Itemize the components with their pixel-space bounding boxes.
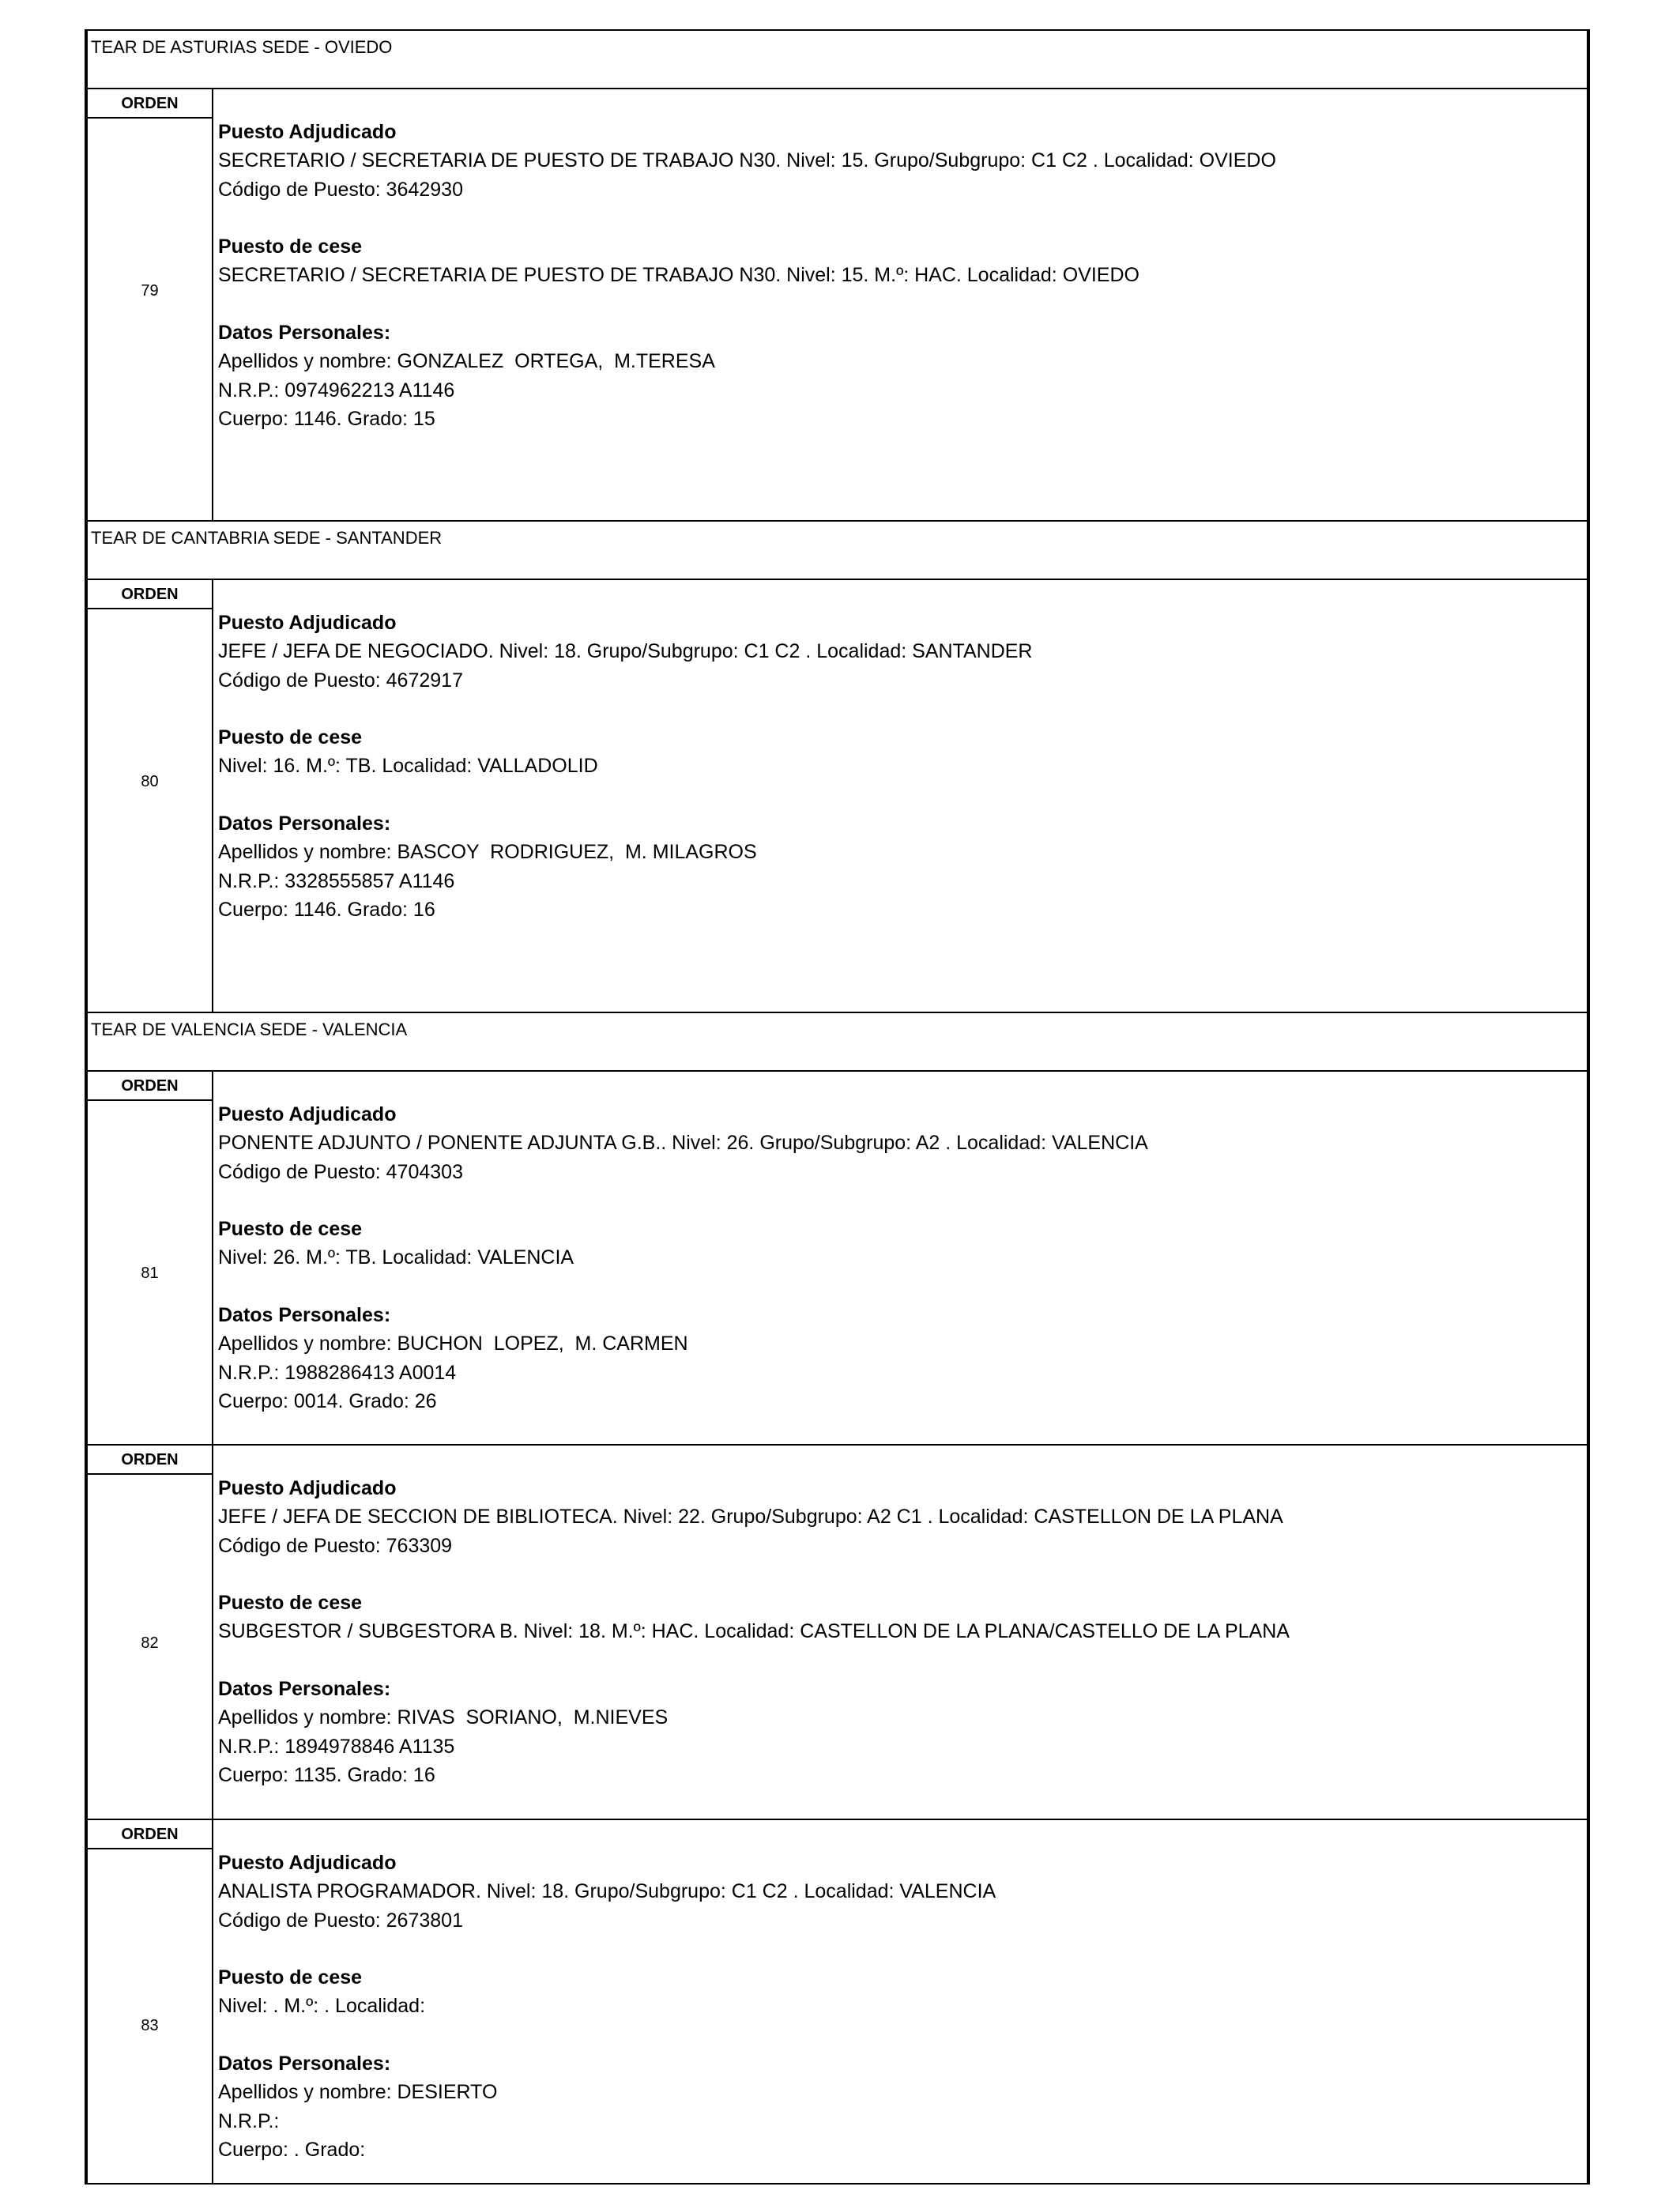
datos-personales-heading: Datos Personales: bbox=[218, 1304, 391, 1327]
document-table bbox=[85, 29, 1590, 2185]
puesto-adjudicado-desc: ANALISTA PROGRAMADOR. Nivel: 18. Grupo/Subgrupo: C1 C2 . Localidad: VALENCIA bbox=[218, 1880, 996, 1903]
orden-number: 81 bbox=[141, 1265, 159, 1282]
puesto-cese-desc: Nivel: 16. M.º: TB. Localidad: VALLADOLID bbox=[218, 755, 598, 778]
puesto-adjudicado-heading: Puesto Adjudicado bbox=[218, 1103, 397, 1125]
apellidos-nombre: Apellidos y nombre: GONZALEZ ORTEGA, M.TERESA bbox=[218, 350, 715, 373]
cuerpo-grado: Cuerpo: 1146. Grado: 16 bbox=[218, 898, 435, 921]
orden-column bbox=[88, 1820, 213, 2183]
region-title: TEAR DE ASTURIAS SEDE - OVIEDO bbox=[91, 37, 393, 57]
nrp: N.R.P.: 3328555857 A1146 bbox=[218, 869, 455, 892]
cuerpo-grado: Cuerpo: 1146. Grado: 15 bbox=[218, 407, 435, 430]
region-header-valencia bbox=[88, 1013, 1587, 1072]
region-header-cantabria bbox=[88, 522, 1587, 580]
orden-column bbox=[88, 580, 213, 1012]
entry-block-81 bbox=[88, 1072, 1587, 1446]
apellidos-nombre: Apellidos y nombre: DESIERTO bbox=[218, 2081, 498, 2104]
region-header-asturias bbox=[88, 31, 1587, 89]
puesto-adjudicado-desc: SECRETARIO / SECRETARIA DE PUESTO DE TRABAJO N30. Nivel: 15. Grupo/Subgrupo: C1 C2 . Localidad: OVIEDO bbox=[218, 149, 1276, 172]
entry-content bbox=[218, 118, 1579, 433]
region-title: TEAR DE VALENCIA SEDE - VALENCIA bbox=[91, 1020, 408, 1039]
puesto-adjudicado-heading: Puesto Adjudicado bbox=[218, 121, 397, 143]
puesto-adjudicado-heading: Puesto Adjudicado bbox=[218, 1477, 397, 1499]
puesto-cese-heading: Puesto de cese bbox=[218, 1218, 363, 1241]
entry-content bbox=[218, 1100, 1579, 1416]
puesto-adjudicado-desc: PONENTE ADJUNTO / PONENTE ADJUNTA G.B.. Nivel: 26. Grupo/Subgrupo: A2 . Localidad: VALENCIA bbox=[218, 1132, 1148, 1155]
datos-personales-heading: Datos Personales: bbox=[218, 2053, 391, 2075]
puesto-cese-desc: SUBGESTOR / SUBGESTORA B. Nivel: 18. M.º: HAC. Localidad: CASTELLON DE LA PLANA/CASTELLO DE LA PLANA bbox=[218, 1620, 1290, 1643]
nrp: N.R.P.: 0974962213 A1146 bbox=[218, 379, 455, 401]
orden-number: 83 bbox=[141, 2017, 159, 2034]
puesto-cese-desc: SECRETARIO / SECRETARIA DE PUESTO DE TRABAJO N30. Nivel: 15. M.º: HAC. Localidad: OVIEDO bbox=[218, 264, 1139, 287]
puesto-cese-heading: Puesto de cese bbox=[218, 1966, 363, 1989]
orden-number: 82 bbox=[141, 1634, 159, 1652]
entry-content bbox=[218, 1849, 1579, 2164]
puesto-cese-heading: Puesto de cese bbox=[218, 726, 363, 749]
orden-column bbox=[88, 89, 213, 520]
datos-personales-heading: Datos Personales: bbox=[218, 812, 391, 835]
entry-block-83 bbox=[88, 1820, 1587, 2183]
nrp: N.R.P.: bbox=[218, 2109, 280, 2132]
orden-column bbox=[88, 1446, 213, 1819]
orden-label: ORDEN bbox=[88, 1820, 212, 1849]
puesto-adjudicado-desc: JEFE / JEFA DE SECCION DE BIBLIOTECA. Nivel: 22. Grupo/Subgrupo: A2 C1 . Localidad: CASTELLON DE LA PLANA bbox=[218, 1506, 1283, 1529]
datos-personales-heading: Datos Personales: bbox=[218, 322, 391, 345]
orden-number: 80 bbox=[141, 773, 159, 790]
codigo-puesto: Código de Puesto: 2673801 bbox=[218, 1909, 463, 1932]
entry-content bbox=[218, 609, 1579, 924]
region-title: TEAR DE CANTABRIA SEDE - SANTANDER bbox=[91, 528, 443, 548]
puesto-cese-heading: Puesto de cese bbox=[218, 236, 363, 258]
cuerpo-grado: Cuerpo: 1135. Grado: 16 bbox=[218, 1763, 435, 1786]
puesto-cese-desc: Nivel: . M.º: . Localidad: bbox=[218, 1995, 426, 2018]
entry-block-82 bbox=[88, 1446, 1587, 1820]
puesto-adjudicado-desc: JEFE / JEFA DE NEGOCIADO. Nivel: 18. Grupo/Subgrupo: C1 C2 . Localidad: SANTANDER bbox=[218, 640, 1033, 663]
nrp: N.R.P.: 1894978846 A1135 bbox=[218, 1735, 455, 1758]
codigo-puesto: Código de Puesto: 4704303 bbox=[218, 1160, 463, 1183]
orden-label: ORDEN bbox=[88, 580, 212, 609]
entry-block-80 bbox=[88, 580, 1587, 1013]
orden-number: 79 bbox=[141, 282, 159, 300]
codigo-puesto: Código de Puesto: 763309 bbox=[218, 1534, 453, 1557]
nrp: N.R.P.: 1988286413 A0014 bbox=[218, 1361, 457, 1384]
cuerpo-grado: Cuerpo: 0014. Grado: 26 bbox=[218, 1389, 437, 1412]
apellidos-nombre: Apellidos y nombre: RIVAS SORIANO, M.NIEVES bbox=[218, 1706, 669, 1729]
apellidos-nombre: Apellidos y nombre: BUCHON LOPEZ, M. CARMEN bbox=[218, 1333, 688, 1355]
puesto-adjudicado-heading: Puesto Adjudicado bbox=[218, 612, 397, 634]
datos-personales-heading: Datos Personales: bbox=[218, 1678, 391, 1701]
puesto-cese-heading: Puesto de cese bbox=[218, 1592, 363, 1615]
orden-label: ORDEN bbox=[88, 1072, 212, 1101]
orden-label: ORDEN bbox=[88, 89, 212, 119]
orden-label: ORDEN bbox=[88, 1446, 212, 1475]
entry-content bbox=[218, 1474, 1579, 1789]
cuerpo-grado: Cuerpo: . Grado: bbox=[218, 2138, 366, 2161]
apellidos-nombre: Apellidos y nombre: BASCOY RODRIGUEZ, M. MILAGROS bbox=[218, 841, 757, 864]
entry-block-79 bbox=[88, 89, 1587, 522]
codigo-puesto: Código de Puesto: 4672917 bbox=[218, 669, 463, 692]
puesto-cese-desc: Nivel: 26. M.º: TB. Localidad: VALENCIA bbox=[218, 1246, 574, 1269]
codigo-puesto: Código de Puesto: 3642930 bbox=[218, 178, 463, 201]
orden-column bbox=[88, 1072, 213, 1444]
puesto-adjudicado-heading: Puesto Adjudicado bbox=[218, 1852, 397, 1874]
